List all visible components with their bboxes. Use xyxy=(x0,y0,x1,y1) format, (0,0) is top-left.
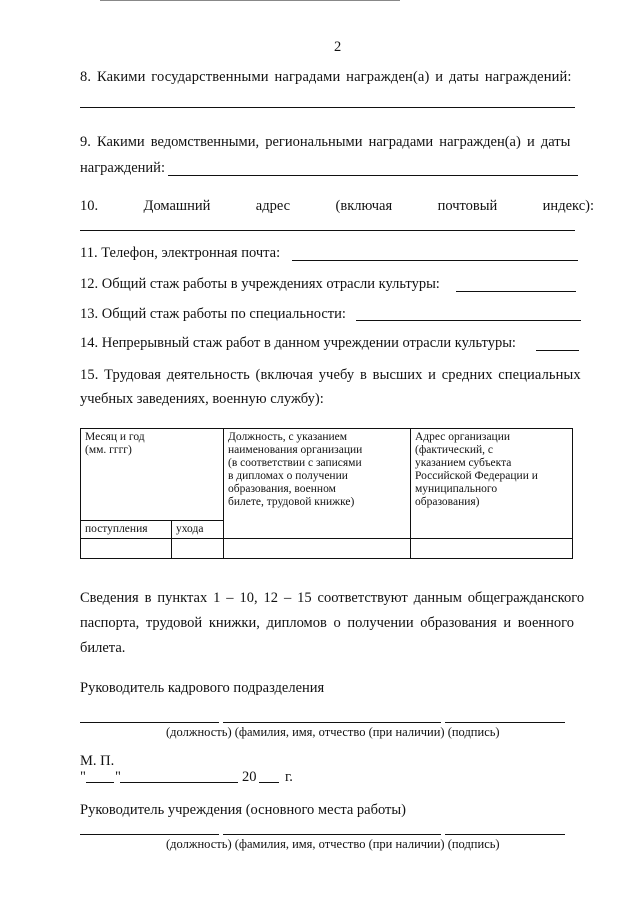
confirmation-line2: паспорта, трудовой книжки, дипломов о получении образования и военного xyxy=(80,615,574,631)
item-12-text: 12. Общий стаж работы в учреждениях отрасли культуры: xyxy=(80,276,440,292)
position-cell[interactable] xyxy=(224,539,411,559)
month-year-header: Месяц и год (мм. гггг) xyxy=(81,429,224,521)
date-year-suffix: г. xyxy=(285,769,293,785)
scan-top-line xyxy=(100,0,400,1)
item-15-text-line1: 15. Трудовая деятельность (включая учебу в высших и средних специальных xyxy=(80,367,581,383)
item-11-text: 11. Телефон, электронная почта: xyxy=(80,245,281,261)
address-header: Адрес организации (фактический, с указанием субъекта Российской Федерации и муниципального образования) xyxy=(411,429,573,539)
org-head-name-line[interactable] xyxy=(223,834,441,835)
item-12-answer-line[interactable] xyxy=(456,291,576,292)
item-9-answer-line[interactable] xyxy=(168,175,578,176)
date-day-line[interactable] xyxy=(86,782,114,783)
item-10-word: 10. xyxy=(80,198,99,214)
org-head-title: Руководитель учреждения (основного места работы) xyxy=(80,802,406,818)
item-10-word: индекс): xyxy=(542,198,594,214)
item-11-answer-line[interactable] xyxy=(292,260,578,261)
page-number: 2 xyxy=(334,39,342,55)
item-8-answer-line[interactable] xyxy=(80,107,575,108)
end-date-header: ухода xyxy=(172,521,224,539)
item-10-word: (включая xyxy=(335,198,393,214)
date-open-quote: " xyxy=(80,769,86,785)
item-9-text-line1: 9. Какими ведомственными, региональными наградами награжден(а) и даты xyxy=(80,134,571,150)
org-head-position-line[interactable] xyxy=(80,834,219,835)
item-13-answer-line[interactable] xyxy=(356,320,581,321)
item-8-text: 8. Какими государственными наградами награжден(а) и даты награждений: xyxy=(80,69,572,85)
item-10-word: адрес xyxy=(255,198,291,214)
start-date-cell[interactable] xyxy=(81,539,172,559)
table-row xyxy=(81,539,573,559)
date-year-line[interactable] xyxy=(259,782,279,783)
employment-history-table xyxy=(80,428,573,559)
item-10-word: почтовый xyxy=(437,198,498,214)
end-date-cell[interactable] xyxy=(172,539,224,559)
item-9-text-line2: награждений: xyxy=(80,160,165,176)
hr-head-name-line[interactable] xyxy=(223,722,441,723)
item-14-answer-line[interactable] xyxy=(536,350,579,351)
confirmation-line3: билета. xyxy=(80,640,126,656)
org-head-signature-line[interactable] xyxy=(445,834,565,835)
table-header-row xyxy=(81,429,573,521)
date-close-quote: " xyxy=(115,769,121,785)
confirmation-line1: Сведения в пунктах 1 – 10, 12 – 15 соответствуют данным общегражданского xyxy=(80,590,585,606)
item-10-answer-line[interactable] xyxy=(80,230,575,231)
item-15-text-line2: учебных заведениях, военную службу): xyxy=(80,391,324,407)
item-14-text: 14. Непрерывный стаж работ в данном учреждении отрасли культуры: xyxy=(80,335,516,351)
date-year-prefix: 20 xyxy=(242,769,257,785)
position-header: Должность, с указанием наименования организации (в соответствии с записями в дипломах о получении образования, военном билете, трудовой книжке) xyxy=(224,429,411,539)
date-month-line[interactable] xyxy=(120,782,238,783)
org-head-caption: (должность) (фамилия, имя, отчество (при наличии) (подпись) xyxy=(166,837,500,851)
item-13-text: 13. Общий стаж работы по специальности: xyxy=(80,306,346,322)
item-10-word: Домашний xyxy=(143,198,211,214)
hr-head-caption: (должность) (фамилия, имя, отчество (при наличии) (подпись) xyxy=(166,725,500,739)
hr-head-title: Руководитель кадрового подразделения xyxy=(80,680,325,696)
hr-head-signature-line[interactable] xyxy=(445,722,565,723)
address-cell[interactable] xyxy=(411,539,573,559)
hr-head-position-line[interactable] xyxy=(80,722,219,723)
stamp-label: М. П. xyxy=(80,753,115,769)
item-10-text xyxy=(80,197,594,215)
start-date-header: поступления xyxy=(81,521,172,539)
